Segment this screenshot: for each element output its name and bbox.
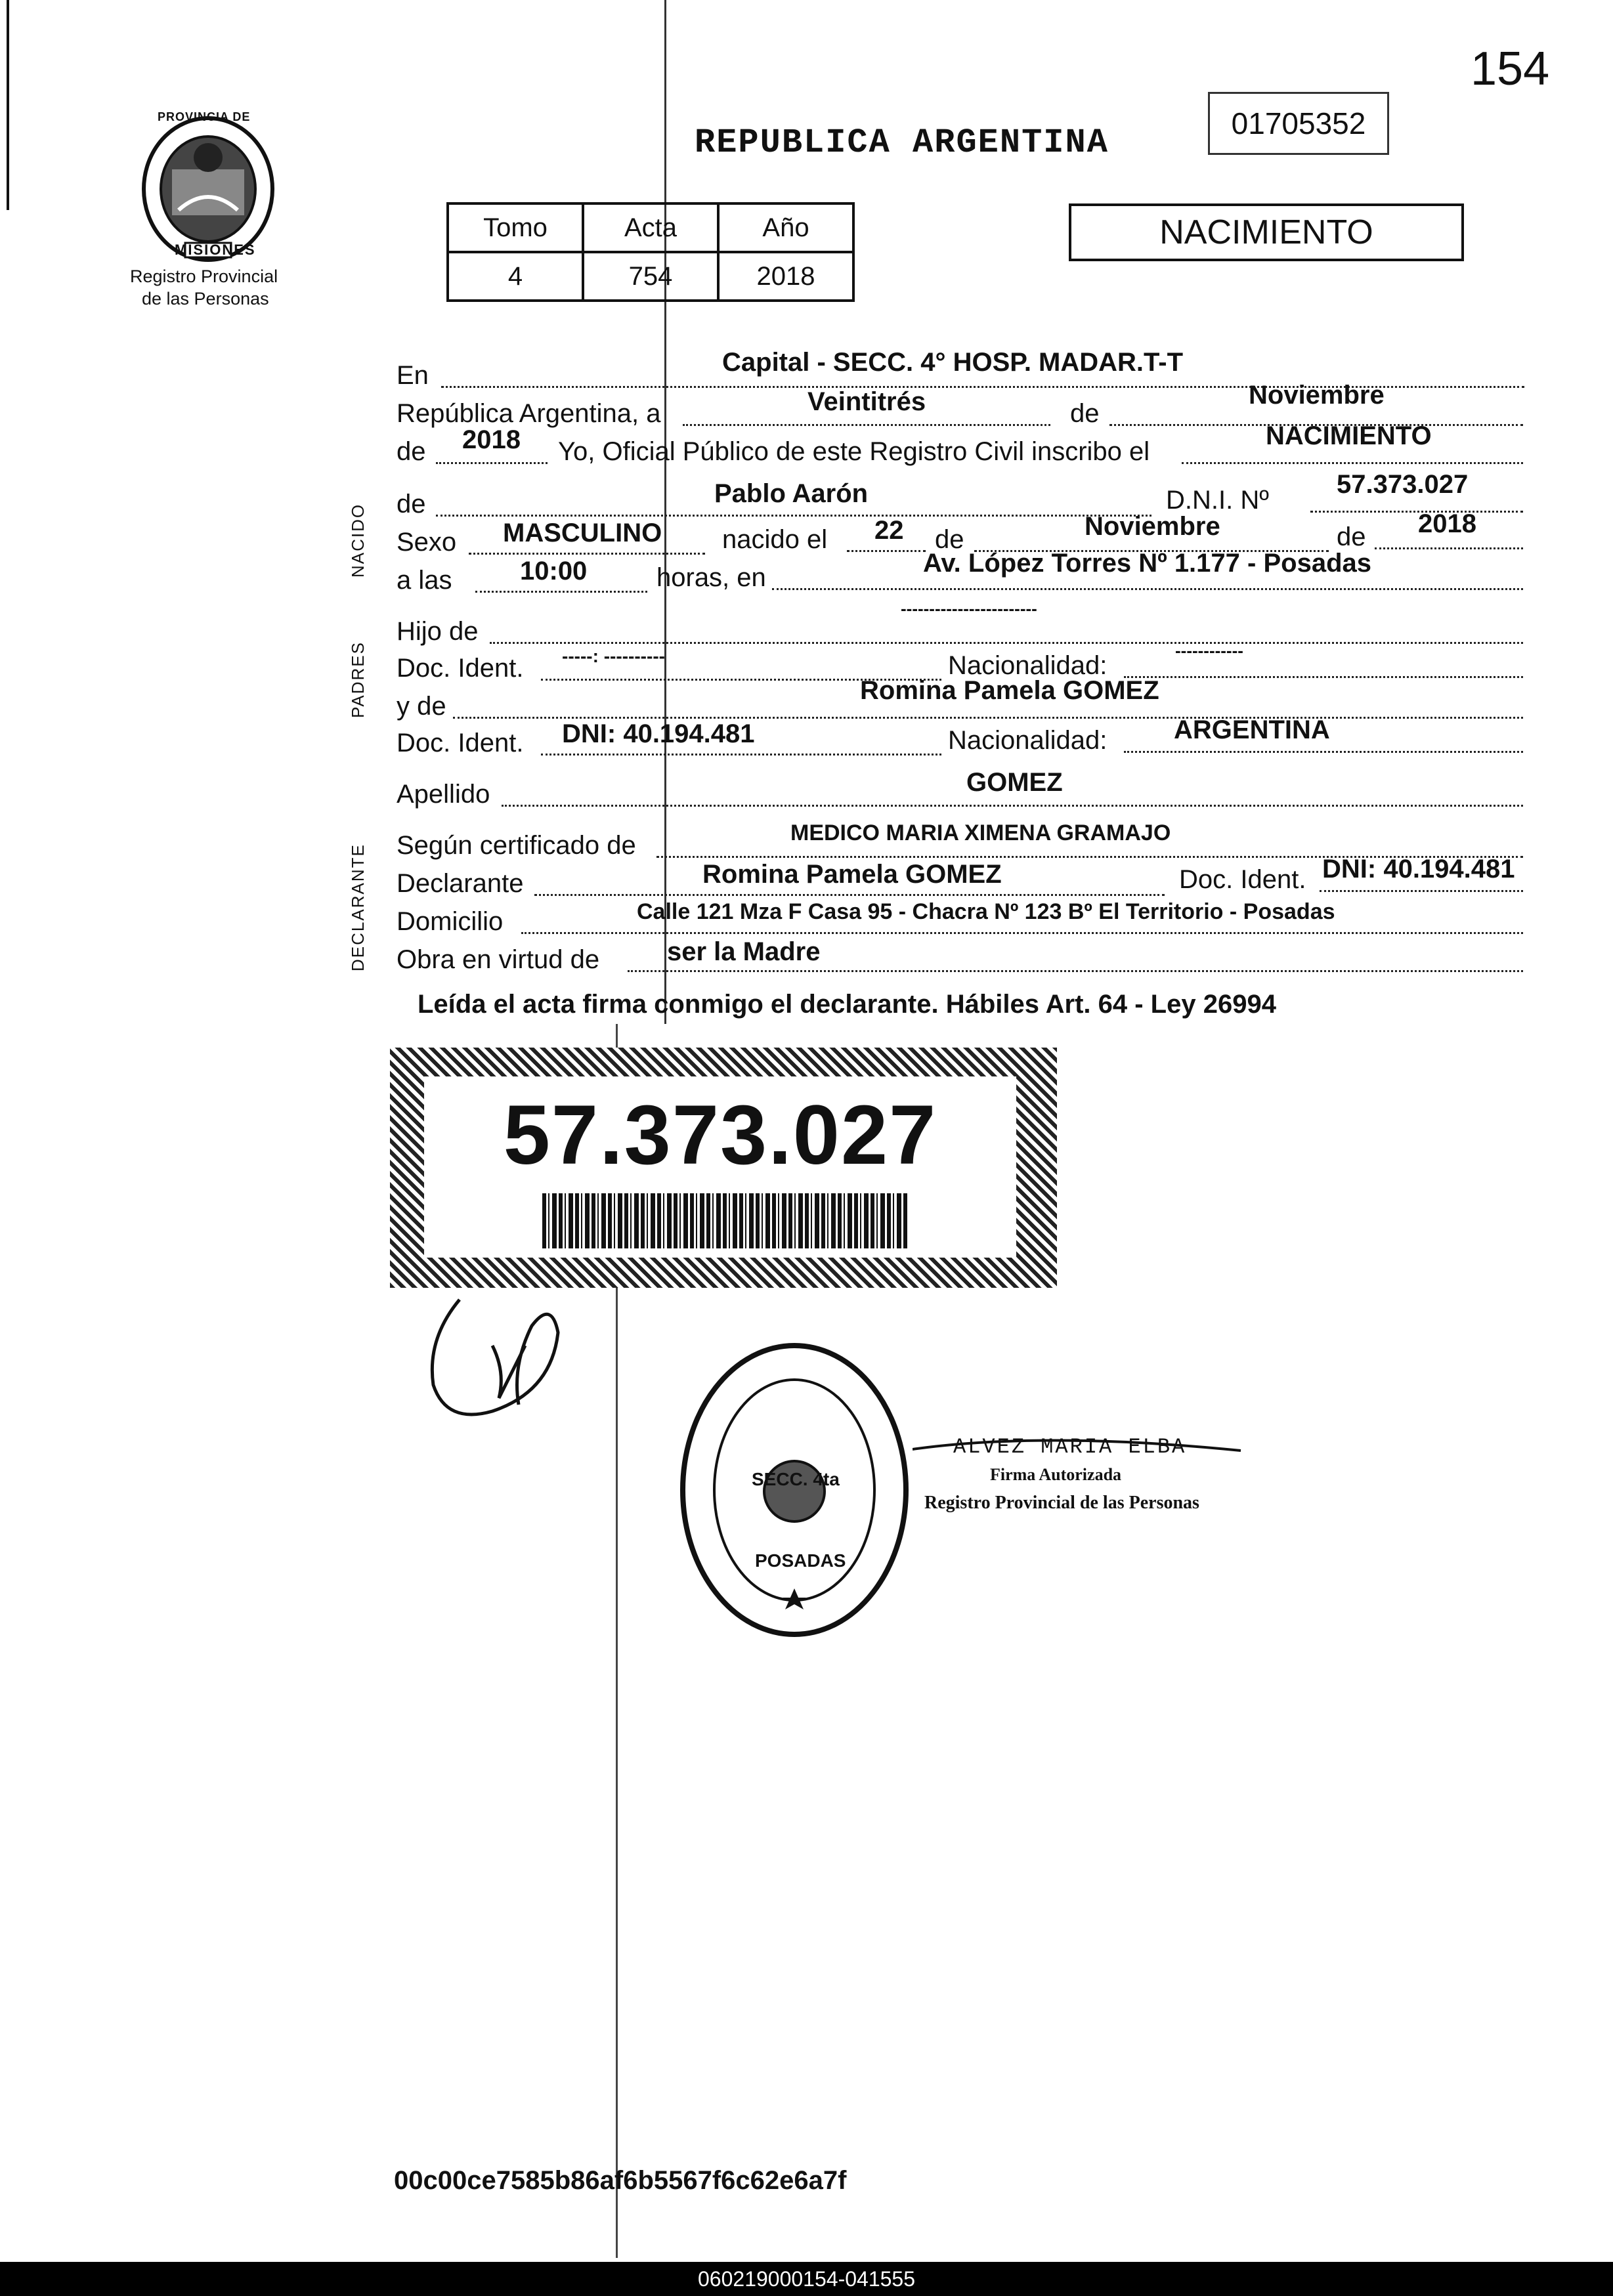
a-las-label: a las <box>397 566 452 595</box>
doc-ident-label: Doc. Ident. <box>397 654 524 683</box>
sexo-label: Sexo <box>397 528 457 557</box>
de5-label: de <box>1337 522 1366 551</box>
certificado-value: MEDICO MARIA XIMENA GRAMAJO <box>790 820 1171 845</box>
fold-line <box>664 0 666 1024</box>
padre-doc-value: -----: ---------- <box>562 646 665 666</box>
domicilio-value: Calle 121 Mza F Casa 95 - Chacra Nº 123 Bº El Territorio - Posadas <box>637 899 1335 924</box>
section-label-declarante: DECLARANTE <box>348 843 368 971</box>
table-header-tomo: Tomo <box>448 203 583 252</box>
lugar-value: Av. López Torres Nº 1.177 - Posadas <box>923 549 1371 578</box>
doc-type: NACIMIENTO <box>1159 213 1373 251</box>
footer-bar <box>0 2262 1613 2296</box>
nombre-value: Pablo Aarón <box>714 479 869 508</box>
declarante-doc-value: DNI: 40.194.481 <box>1322 855 1515 883</box>
madre-doc-value: DNI: 40.194.481 <box>562 719 755 748</box>
padre-nac-value: ------------ <box>1175 641 1243 660</box>
domicilio-label: Domicilio <box>397 907 504 936</box>
page-number: 154 <box>1471 43 1550 95</box>
dni-value: 57.373.027 <box>1337 470 1469 499</box>
seal-top-text: PROVINCIA DE <box>158 110 251 123</box>
document-title: REPUBLICA ARGENTINA <box>695 123 1109 162</box>
margin-line <box>7 0 9 210</box>
section-label-nacido: NACIDO <box>348 503 368 578</box>
de4-label: de <box>935 525 964 554</box>
de3-label: de <box>397 490 426 519</box>
anio-value: 2018 <box>462 425 521 454</box>
nacionalidad2-label: Nacionalidad: <box>948 726 1108 755</box>
obra-label: Obra en virtud de <box>397 945 600 974</box>
sexo-value: MASCULINO <box>503 519 662 547</box>
closing-text: Leída el acta firma conmigo el declarante. Hábiles Art. 64 - Ley 26994 <box>418 990 1276 1019</box>
signer-org: Registro Provincial de las Personas <box>924 1493 1199 1513</box>
nac-dia-value: 22 <box>874 516 904 545</box>
seal-caption-line1: Registro Provincial <box>130 266 278 286</box>
serial-number-box <box>1208 92 1389 155</box>
handwritten-mark <box>420 1286 578 1437</box>
dni-label: D.N.I. Nº <box>1166 486 1269 515</box>
hora-value: 10:00 <box>520 557 588 585</box>
yo-text: Yo, Oficial Público de este Registro Civil inscribo el <box>558 437 1150 466</box>
madre-nac-value: ARGENTINA <box>1174 715 1330 744</box>
republica-label: República Argentina, a <box>397 399 661 428</box>
stamp-center-top: SECC. 4ta <box>752 1469 840 1489</box>
de2-label: de <box>397 437 426 466</box>
de-label: de <box>1070 399 1100 428</box>
stamp-center-bottom: POSADAS <box>755 1550 846 1571</box>
barcode-panel <box>424 1076 1016 1258</box>
footer-code: 060219000154-041555 <box>698 2266 915 2291</box>
acta-table <box>446 202 855 302</box>
apellido-label: Apellido <box>397 780 490 809</box>
doc-ident3-label: Doc. Ident. <box>1179 865 1306 894</box>
doc-ident2-label: Doc. Ident. <box>397 729 524 757</box>
table-cell-anio: 2018 <box>718 252 853 301</box>
en-label: En <box>397 361 429 390</box>
hijo-de-label: Hijo de <box>397 617 479 646</box>
barcode-frame <box>390 1048 1057 1288</box>
seal-bottom-text: MISIONES <box>175 242 256 258</box>
signer-title: Firma Autorizada <box>990 1465 1122 1484</box>
dia-value: Veintitrés <box>807 387 926 416</box>
certificado-label: Según certificado de <box>397 831 636 860</box>
barcode-number: 57.373.027 <box>503 1088 937 1182</box>
mes-value: Noviembre <box>1249 381 1385 410</box>
table-cell-acta: 754 <box>583 252 718 301</box>
table-header-acta: Acta <box>583 203 718 252</box>
document-hash: 00c00ce7585b86af6b5567f6c62e6a7f <box>394 2166 847 2195</box>
seal-caption-line2: de las Personas <box>142 289 269 308</box>
declarante-value: Romina Pamela GOMEZ <box>702 860 1002 889</box>
doc-type-box <box>1069 203 1464 261</box>
section-label-padres: PADRES <box>348 641 368 718</box>
provincial-seal <box>139 112 277 263</box>
nacido-el-label: nacido el <box>722 525 828 554</box>
barcode-bars <box>542 1193 907 1248</box>
apellido-value: GOMEZ <box>966 768 1063 797</box>
declarante-label: Declarante <box>397 869 524 898</box>
table-cell-tomo: 4 <box>448 252 583 301</box>
horas-en-label: horas, en <box>656 563 766 592</box>
nac-anio-value: 2018 <box>1418 509 1476 538</box>
padre-value: ------------------------ <box>901 599 1037 618</box>
obra-value: ser la Madre <box>667 937 821 966</box>
table-header-anio: Año <box>718 203 853 252</box>
madre-value: Romina Pamela GOMEZ <box>860 676 1159 705</box>
nacionalidad-label: Nacionalidad: <box>948 651 1108 680</box>
en-value: Capital - SECC. 4° HOSP. MADAR.T-T <box>722 348 1184 377</box>
nac-mes-value: Noviembre <box>1085 512 1220 541</box>
y-de-label: y de <box>397 692 446 721</box>
inscribe-value: NACIMIENTO <box>1266 421 1432 450</box>
signer-name: ALVEZ MARIA ELBA <box>953 1435 1187 1459</box>
serial-number: 01705352 <box>1231 106 1366 140</box>
